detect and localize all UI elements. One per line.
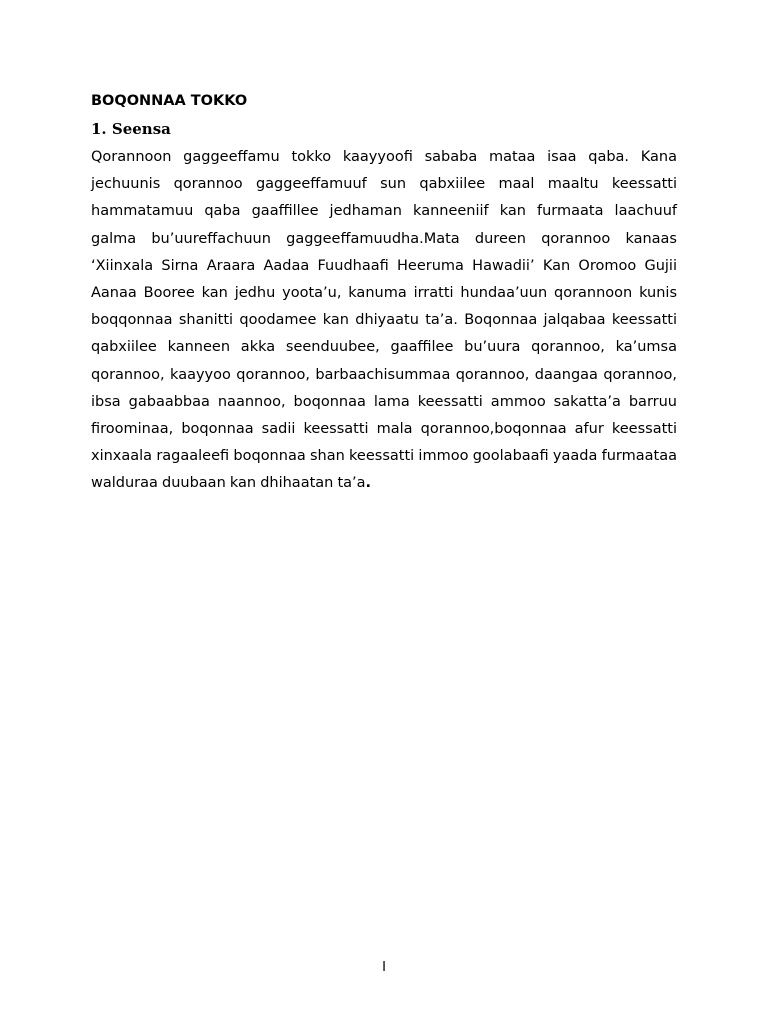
chapter-title: BOQONNAA TOKKO: [91, 93, 248, 109]
page-number: I: [382, 960, 386, 975]
section-heading: 1. Seensa: [91, 120, 171, 138]
body-paragraph: [91, 144, 677, 498]
paragraph-end-mark: .: [365, 475, 372, 492]
paragraph-text: Qorannoon gaggeeffamu tokko kaayyoofi sababa mataa isaa qaba. Kana jechuunis qorannoo gaggeeffamuuf sun qabxiilee maal maaltu keessatti hammatamuu qaba gaaffillee jedhaman kanneeniif kan furmaata laachuuf galma bu’uureffachuun gaggeeffamuudha.Mata dureen qorannoo kanaas ‘Xiinxala Sirna Araara Aadaa Fuudhaafi Heeruma Hawadii’ Kan Oromoo Gujii Aanaa Booree kan jedhu yoota’u, kanuma irratti hundaa’uun qorannoon kunis boqqonnaa shanitti qoodamee kan dhiyaatu ta’a. Boqonnaa jalqabaa keessatti qabxiilee kanneen akka seenduubee, gaaffilee bu’uura qorannoo, ka’umsa qorannoo, kaayyoo qorannoo, barbaachisummaa qorannoo, daangaa qorannoo, ibsa gabaabbaa naannoo, boqonnaa lama keessatti ammoo sakatta’a barruu firoominaa, boqonnaa sadii keessatti mala qorannoo,boqonnaa afur keessatti xinxaala ragaaleefi boqonnaa shan keessatti immoo goolabaafi yaada furmaataa walduraa duubaan kan dhihaatan ta’a: [91, 149, 677, 492]
page-content: [91, 91, 677, 498]
